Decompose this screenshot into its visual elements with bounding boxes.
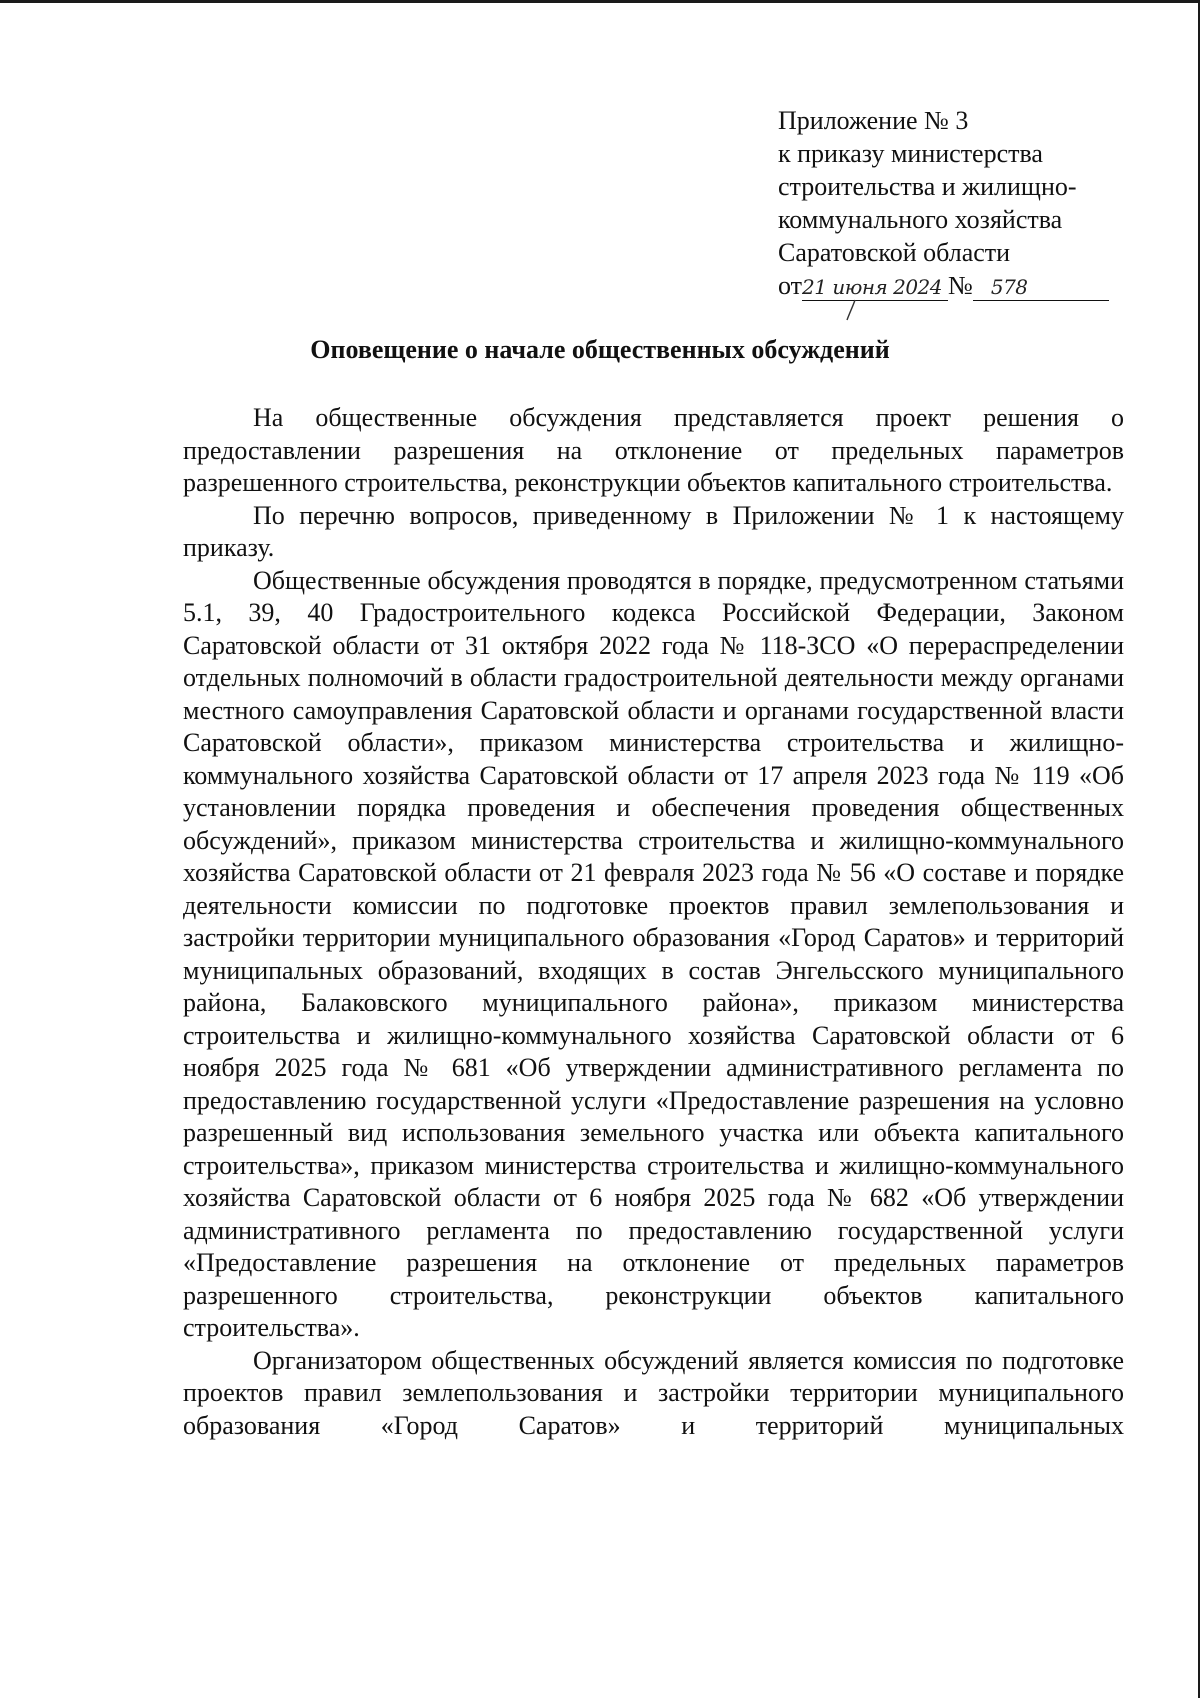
appendix-number: Приложение № 3 <box>778 106 969 135</box>
paragraph-questions: По перечню вопросов, приведенному в Приложении № 1 к настоящему приказу. <box>183 500 1124 562</box>
paragraph-legal-basis: Общественные обсуждения проводятся в порядке, предусмотренном статьями 5.1, 39, 40 Градостроительного кодекса Российской Федерации, Законом Саратовской области от 31 октября 2022 года № 118-ЗСО «О перераспределении отдельных полномочий в области градостроительной деятельности между органами местного самоуправления Саратовской области и органами государственной власти Саратовской области», приказом министерства строительства и жилищно-коммунального хозяйства Саратовской области от 17 апреля 2023 года № 119 «Об установлении порядка проведения и обеспечения проведения общественных обсуждений», приказом министерства строительства и жилищно-коммунального хозяйства Саратовской области от 21 февраля 2023 года № 56 «О составе и порядке деятельности комиссии по подготовке проектов правил землепользования и застройки территории муниципального образования «Город Саратов» и территорий муниципальных образований, входящих в состав Энгельсского муниципального района, Балаковского муниципального района», приказом министерства строительства и жилищно-коммунального хозяйства Саратовской области от 6 ноября 2025 года № 681 «Об утверждении административного регламента по предоставлению государственной услуги «Предоставление разрешения на условно разрешенный вид использования земельного участка или объекта капитального строительства», приказом министерства строительства и жилищно-коммунального хозяйства Саратовской области от 6 ноября 2025 года № 682 «Об утверждении административного регламента по предоставлению государственной услуги «Предоставление разрешения на отклонение от предельных параметров разрешенного строительства, реконструкции объектов капитального строительства». <box>183 565 1124 1342</box>
scan-border-top <box>0 0 1200 3</box>
number-prefix: № <box>948 271 973 300</box>
appendix-order-line: к приказу министерства <box>778 139 1043 168</box>
handwritten-number: 578 <box>990 275 1028 299</box>
order-number-field <box>973 273 1109 301</box>
handwritten-date: 21 июня 2024 <box>802 275 942 299</box>
appendix-region-line: Саратовской области <box>778 238 1011 267</box>
paragraph-organizer: Организатором общественных обсуждений является комиссия по подготовке проектов правил землепользования и застройки территории муниципального образования «Город Саратов» и территорий муниципальных <box>183 1345 1124 1440</box>
document-title: Оповещение о начале общественных обсуждений <box>310 335 890 364</box>
appendix-header <box>778 104 1118 302</box>
paragraph-project: На общественные обсуждения представляется проект решения о предоставлении разрешения на отклонение от предельных параметров разрешенного строительства, реконструкции объектов капитального строительства. <box>183 403 1124 497</box>
appendix-ministry-line: строительства и жилищно- <box>778 172 1077 201</box>
appendix-ministry-line-2: коммунального хозяйства <box>778 205 1063 234</box>
order-date-field <box>802 273 948 301</box>
handwriting-stroke-icon <box>844 299 858 321</box>
order-date-number-line <box>778 269 1118 302</box>
date-prefix: от <box>778 271 803 300</box>
document-body <box>183 402 1124 1442</box>
